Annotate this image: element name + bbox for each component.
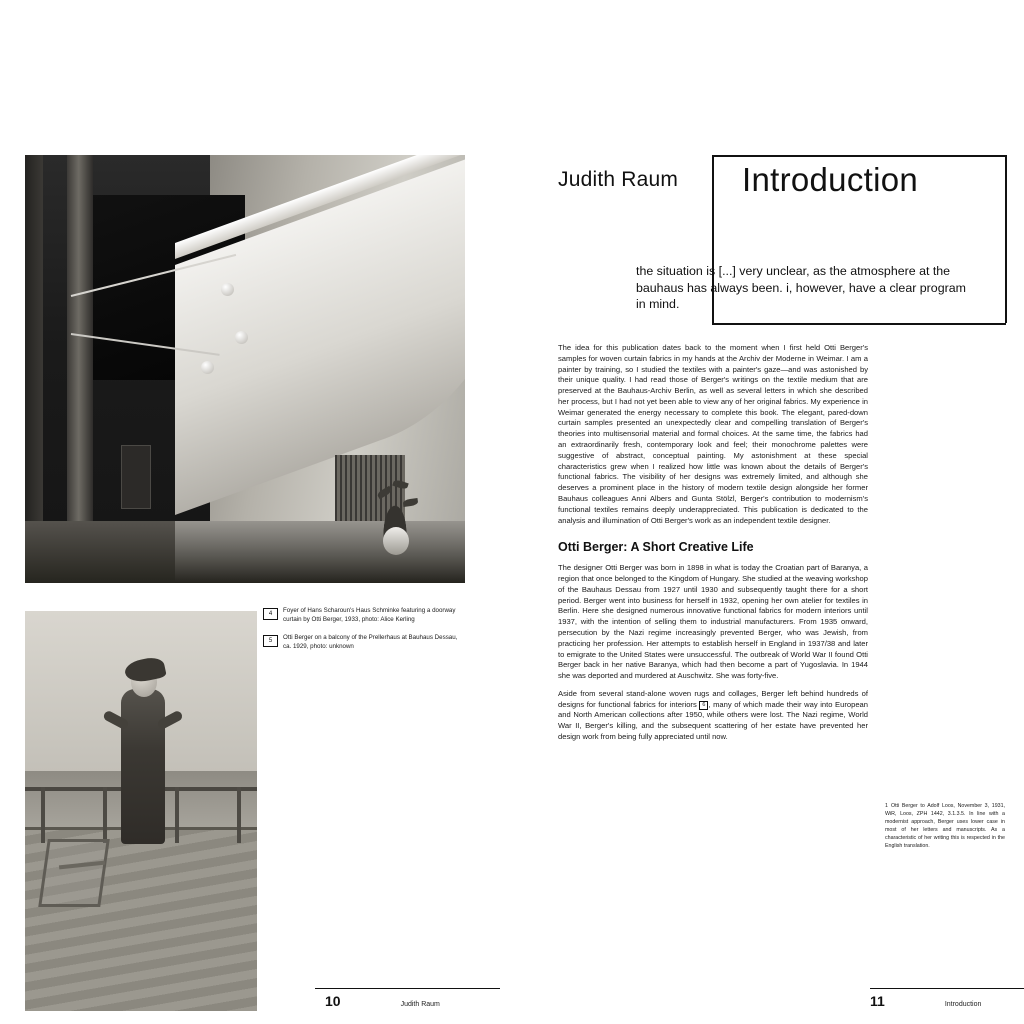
section-heading: Otti Berger: A Short Creative Life	[558, 540, 754, 555]
body-column	[558, 343, 868, 750]
photo-lamp-bulb	[221, 283, 234, 296]
portrait-railing-post	[41, 787, 45, 843]
pull-quote: the situation is [...] very unclear, as the atmosphere at the bauhaus has always been. i, however, have a clear program in mind.	[636, 264, 966, 312]
portrait-figure-body	[121, 689, 165, 844]
legacy-text-after-figure: , many of which made their way into European and North American collections after 1950, while others were lost. The Nazi regime, World War II, Berger's killing, and the subsequent scattering of her estate have prevented her design work from being fully appreciated until now.	[558, 699, 868, 741]
running-head-right: Introduction	[944, 1001, 982, 1008]
right-page-footer	[870, 993, 1024, 1009]
intro-paragraph: The idea for this publication dates back to the moment when I first held Otti Berger's samples for woven curtain fabrics in my hands at the Archiv der Moderne in Weimar. I am a painter by training, so I studied the textiles with a painter's gaze—and was astonished by their unique quality. I had read those of Berger's writings on the textile medium that are preserved at the Bauhaus-Archiv Berlin, as well as several letters in which she described her process, but I had not yet been able to view any of her original fabrics. My experience in Weimar generated the energy necessary to complete this book. The elegant, pared-down curtain samples presented an unexpectedly clear and compelling translation of Berger's theories into multisensorial material and formal choices. At the same time, the fabrics had an extraordinarily fresh, contemporary look and feel; their monochrome palettes were suggestive of abstract, conceptual painting. My astonishment at these special characteristics grew when I realized how little was known about the details of Berger's functional fabrics. The visibility of her designs was extremely limited, and although she deserves a prominent place in the history of modern textile design alongside her former Bauhaus colleagues Anni Albers and Gunta Stölzl, Berger's contribution to modernism's functional textiles remains deeply underappreciated. This publication is dedicated to the analysis and illumination of Otti Berger's work as an independent textile designer.	[558, 343, 868, 525]
footnote-text: Otti Berger to Adolf Loos, November 3, 1931, WiR, Loos, ZPH 1442, 3.1.3.5. In line with a modernist approach, Berger uses lower case in most of her letters and manuscripts. As a characteristic of her writing this is respected in the English translation.	[885, 803, 1005, 849]
title-rule-right	[1005, 155, 1007, 323]
left-page-footer	[325, 993, 500, 1009]
photo-lamp-bulb	[235, 331, 248, 344]
photo-column	[67, 155, 93, 583]
title-rule-top	[712, 155, 1006, 157]
running-head-left: Judith Raum	[400, 1001, 440, 1008]
caption-figure-4	[263, 607, 465, 625]
title-block	[558, 161, 1005, 199]
title-rule-bottom	[712, 323, 1006, 325]
photo-column-secondary	[25, 155, 43, 583]
right-page	[540, 155, 1005, 1009]
figure-5-image	[25, 611, 257, 1011]
figure-number-badge: 4	[263, 608, 278, 620]
photo-vase	[383, 527, 409, 555]
portrait-railing-post	[103, 787, 107, 843]
right-footer-rule	[870, 988, 1024, 989]
photo-lamp-bulb	[201, 361, 214, 374]
footnote-1	[885, 803, 1005, 851]
photo-floor-reflection	[175, 521, 465, 583]
left-footer-rule	[315, 988, 500, 989]
caption-text: Otti Berger on a balcony of the Prellerhaus at Bauhaus Dessau, ca. 1929, photo: unknown	[283, 633, 458, 650]
caption-text: Foyer of Hans Scharoun's Haus Schminke featuring a doorway curtain by Otti Berger, 1933, photo: Alice Kerling	[283, 607, 456, 623]
portrait-railing-post	[175, 787, 179, 843]
page-title: Introduction	[742, 161, 919, 198]
page-number-right: 11	[870, 993, 885, 1009]
caption-figure-5	[263, 634, 465, 652]
inline-figure-reference: 6	[699, 701, 708, 710]
figure-4-image	[25, 155, 465, 583]
figure-number-badge: 5	[263, 635, 278, 647]
portrait-chair	[38, 839, 110, 907]
page-number-left: 10	[325, 993, 341, 1009]
footnote-marker: 1	[885, 803, 888, 809]
legacy-paragraph	[558, 689, 868, 743]
left-page	[25, 155, 465, 1009]
legacy-text-before-figure: Aside from several stand-alone woven rugs and collages, Berger left behind hundreds of designs for functional fabrics for interiors	[558, 688, 868, 709]
author-name: Judith Raum	[558, 168, 679, 191]
portrait-railing-post	[237, 787, 241, 843]
biography-paragraph: The designer Otti Berger was born in 1898 in what is today the Croatian part of Baranya, a region that once belonged to the Kingdom of Hungary. She studied at the weaving workshop of the Bauhaus Dessau from 1927 until 1930 and subsequently taught there for a short period. Berger went into business for herself in 1932, opening her own atelier for textiles in Berlin. Here she designed numerous innovative functional fabrics for modern interiors until 1937, with the intention of selling them to industrial manufacturers. From 1935 onward, persecution by the Nazi regime increasingly prevented Berger, who was Jewish, from practicing her profession. Her attempts to establish herself in England in 1937/38 and later to emigrate to the United States were unsuccessful. The outbreak of World War II found Otti Berger back in her native Baranya, which had then become a part of Yugoslavia. In 1944 she was deported and murdered at Auschwitz. She was forty-five.	[558, 563, 868, 681]
figure-captions	[263, 607, 465, 661]
photo-door	[121, 445, 151, 509]
